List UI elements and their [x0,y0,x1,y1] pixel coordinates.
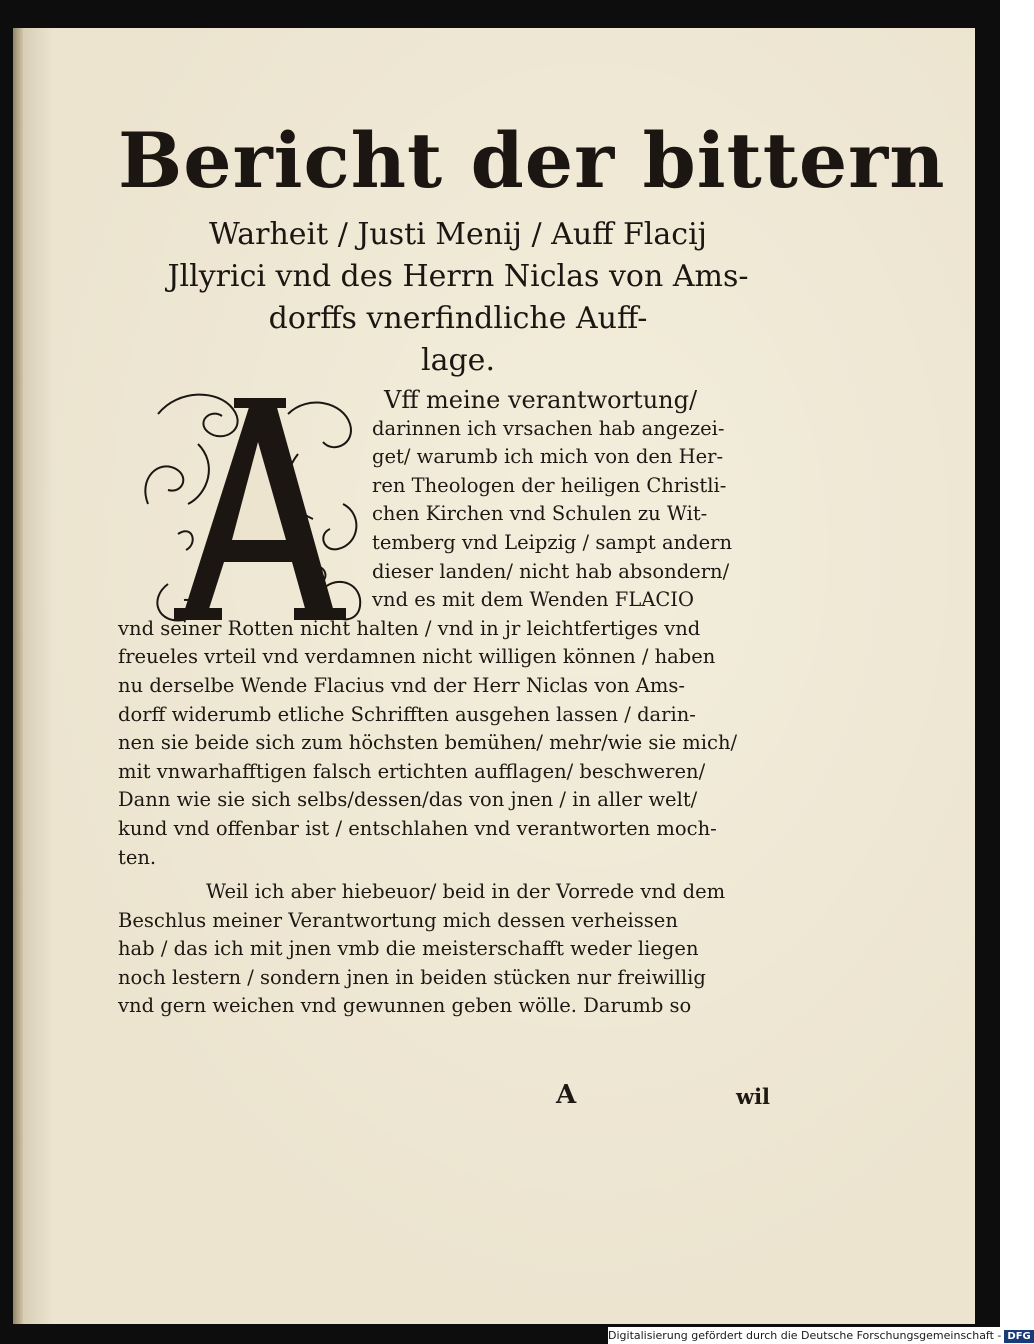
text-line: mit vnwarhafftigen falsch ertichten aufflagen/ beschweren/ [118,759,706,783]
text-line: freueles vrteil vnd verdamnen nicht willigen können / haben [118,645,716,669]
dfg-logo-icon: DFG [1004,1330,1033,1343]
subtitle-line: Warheit / Justi Menij / Auff Flacij [209,217,707,252]
subtitle-line: dorffs vnerfindliche Auff- [268,301,648,336]
text-line: chen Kirchen vnd Schulen zu Wit- [372,502,708,526]
subtitle-line: lage. [421,343,495,378]
page-title: Bericht der bittern [118,116,946,205]
text-line: Vff meine verantwortung/ [384,386,698,414]
text-line: get/ warumb ich mich von den Her- [372,445,724,469]
subtitle-line: Jllyrici vnd des Herrn Niclas von Ams- [167,259,749,294]
text-line: vnd seiner Rotten nicht halten / vnd in jr leichtfertiges vnd [118,616,701,640]
text-line: kund vnd offenbar ist / entschlahen vnd verantworten moch- [118,816,717,840]
subtitle-block [118,214,798,382]
text-line: ten. [118,845,157,869]
text-line: ren Theologen der heiligen Christli- [372,473,727,497]
text-line: hab / das ich mit jnen vmb die meisterschafft weder liegen [118,937,699,961]
text-line: Dann wie sie sich selbs/dessen/das von jnen / in aller welt/ [118,788,698,812]
text-line: noch lestern / sondern jnen in beiden stücken nur freiwillig [118,965,706,989]
text-line: Weil ich aber hiebeuor/ beid in der Vorrede vnd dem [206,880,726,904]
text-line: vnd gern weichen vnd gewunnen geben wölle. Darumb so [118,994,692,1018]
text-line: darinnen ich vrsachen hab angezei- [372,416,725,440]
text-line: nen sie beide sich zum höchsten bemühen/ mehr/wie sie mich/ [118,731,738,755]
text-line: temberg vnd Leipzig / sampt andern [372,530,733,554]
footer-text: Digitalisierung gefördert durch die Deutsche Forschungsgemeinschaft - [608,1329,1002,1342]
text-line: dorff widerumb etliche Schrifften ausgehen lassen / darin- [118,702,696,726]
signature-mark: A [556,1080,577,1110]
text-line: nu derselbe Wende Flacius vnd der Herr Niclas von Ams- [118,673,685,697]
page-gutter-shadow [13,28,23,1324]
catchword: wil [736,1084,771,1109]
text-line: Beschlus meiner Verantwortung mich dessen verheissen [118,908,678,932]
footer-credit [608,1327,1031,1344]
text-line: dieser landen/ nicht hab absondern/ [372,559,730,583]
text-line: vnd es mit dem Wenden FLACIO [372,588,694,612]
body-text [118,386,790,1021]
